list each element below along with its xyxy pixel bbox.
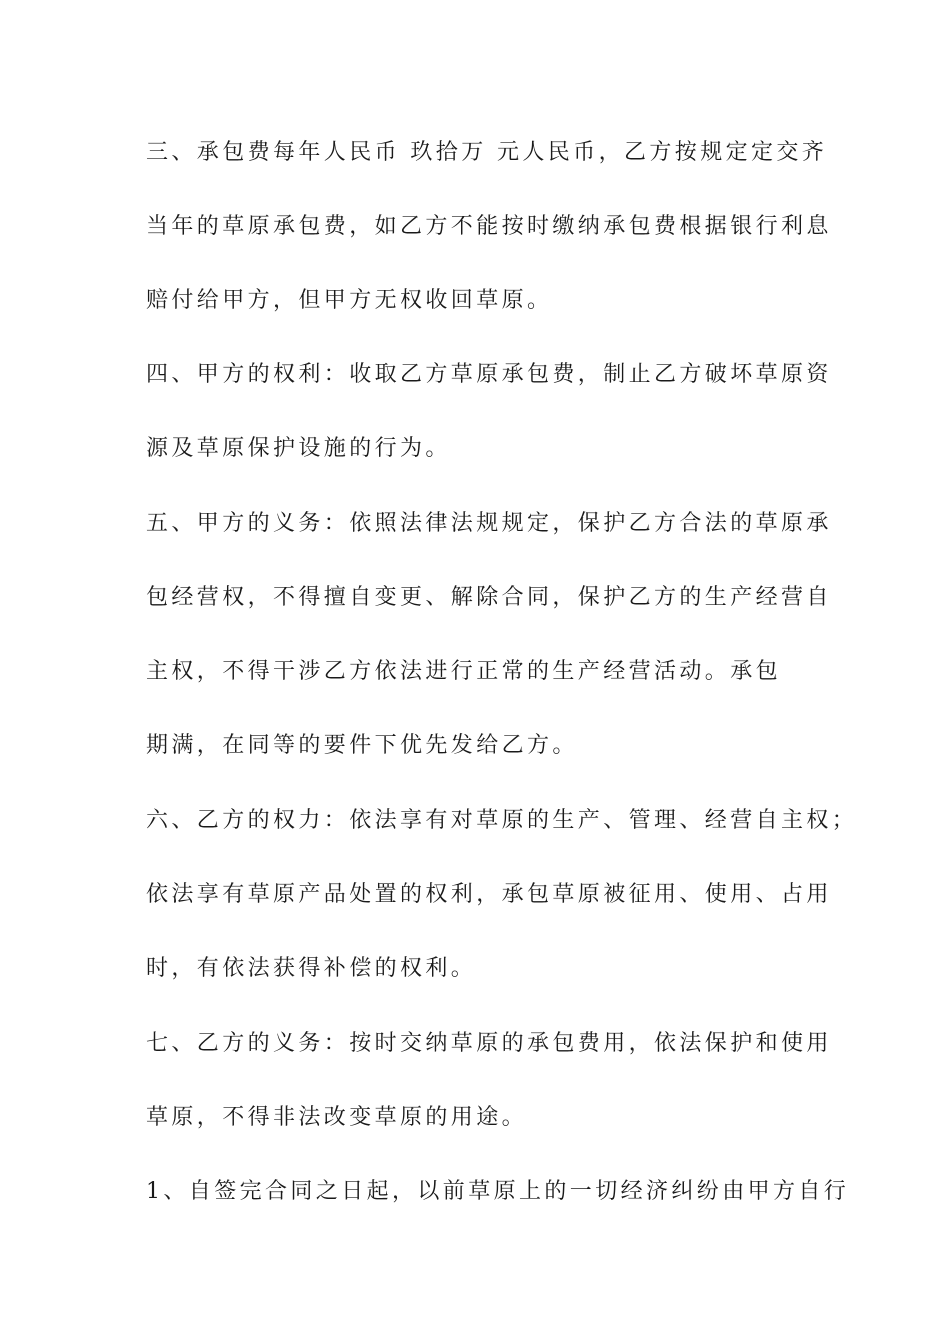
- paragraph-line: 依法享有草原产品处置的权利，承包草原被征用、使用、占用: [146, 882, 832, 907]
- paragraph-line: 六、乙方的权力：依法享有对草原的生产、管理、经营自主权；: [146, 808, 858, 833]
- paragraph-line: 五、甲方的义务：依照法律法规规定，保护乙方合法的草原承: [146, 511, 832, 536]
- paragraph-line: 七、乙方的义务：按时交纳草原的承包费用，依法保护和使用: [146, 1031, 832, 1056]
- paragraph-line: 时，有依法获得补偿的权利。: [146, 956, 477, 981]
- paragraph-line: 主权，不得干涉乙方依法进行正常的生产经营活动。承包: [146, 659, 782, 684]
- paragraph-line: 期满，在同等的要件下优先发给乙方。: [146, 733, 578, 758]
- paragraph-line: 包经营权，不得擅自变更、解除合同，保护乙方的生产经营自: [146, 585, 832, 610]
- paragraph-line: 源及草原保护设施的行为。: [146, 436, 451, 461]
- paragraph-line: 1、自签完合同之日起，以前草原上的一切经济纠纷由甲方自行: [146, 1179, 850, 1204]
- paragraph-line: 三、承包费每年人民币 玖拾万 元人民币，乙方按规定定交齐: [146, 140, 828, 165]
- paragraph-line: 草原，不得非法改变草原的用途。: [146, 1105, 528, 1130]
- paragraph-line: 四、甲方的权利：收取乙方草原承包费，制止乙方破坏草原资: [146, 362, 832, 387]
- paragraph-line: 赔付给甲方，但甲方无权收回草原。: [146, 288, 553, 313]
- paragraph-line: 当年的草原承包费，如乙方不能按时缴纳承包费根据银行利息: [146, 214, 832, 239]
